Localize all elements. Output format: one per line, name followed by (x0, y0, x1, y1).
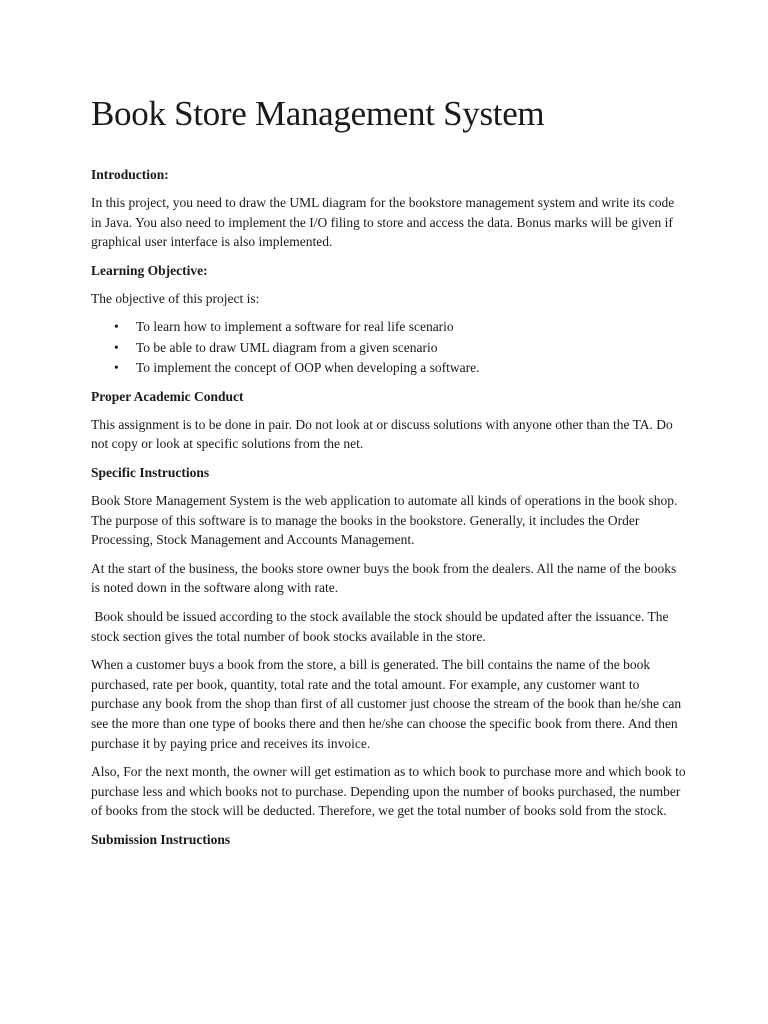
objectives-list (91, 317, 686, 379)
bullet-icon: • (114, 319, 119, 335)
learning-objective-intro: The objective of this project is: (91, 290, 260, 306)
instructions-paragraph: At the start of the business, the books store owner buys the book from the dealers. All the name of the books is noted down in the software along with rate. (91, 560, 677, 596)
submission-instructions-heading: Submission Instructions (91, 831, 231, 847)
objective-text: To be able to draw UML diagram from a given scenario (136, 339, 438, 355)
objective-text: To learn how to implement a software for real life scenario (136, 319, 454, 335)
introduction-text: In this project, you need to draw the UML diagram for the bookstore management system and write its code in Java. You also need to implement the I/O filing to store and access the data. Bonus marks will be given if graphical user interface is also implemented. (91, 195, 675, 250)
instructions-paragraph: Book Store Management System is the web application to automate all kinds of operations in the book shop. The purpose of this software is to manage the books in the bookstore. Generally, it includes the Order Processing, Stock Management and Accounts Management. (91, 493, 678, 548)
objective-item (91, 358, 686, 379)
introduction-heading: Introduction: (91, 167, 169, 182)
learning-objective-heading: Learning Objective: (91, 262, 208, 278)
instructions-paragraph: When a customer buys a book from the store, a bill is generated. The bill contains the name of the book purchased, rate per book, quantity, total rate and the total amount. For example, any customer want to purchase any book from the shop than first of all customer just choose the stream of the book than he/she can see the more than one type of books there and then he/she can choose the specific book from there. And then purchase it by paying price and receives its invoice. (91, 657, 682, 751)
objective-text: To implement the concept of OOP when developing a software. (136, 360, 480, 376)
objective-item (91, 317, 686, 338)
academic-conduct-text: This assignment is to be done in pair. Do not look at or discuss solutions with anyone other than the TA. Do not copy or look at specific solutions from the net. (91, 416, 673, 452)
specific-instructions-heading: Specific Instructions (91, 465, 210, 481)
instructions-paragraph: Also, For the next month, the owner will get estimation as to which book to purchase more and which book to purchase less and which books not to purchase. Depending upon the number of books purchased, the number of books from the stock will be deducted. Therefore, we get the total number of books sold from the stock. (91, 764, 686, 819)
bullet-icon: • (114, 360, 119, 376)
instructions-paragraph: Book should be issued according to the stock available the stock should be updated after the issuance. The stock section gives the total number of book stocks available in the store. (91, 609, 672, 644)
document-title: Book Store Management System (91, 94, 545, 133)
objective-item (91, 338, 686, 359)
bullet-icon: • (114, 339, 119, 355)
academic-conduct-heading: Proper Academic Conduct (91, 388, 244, 404)
